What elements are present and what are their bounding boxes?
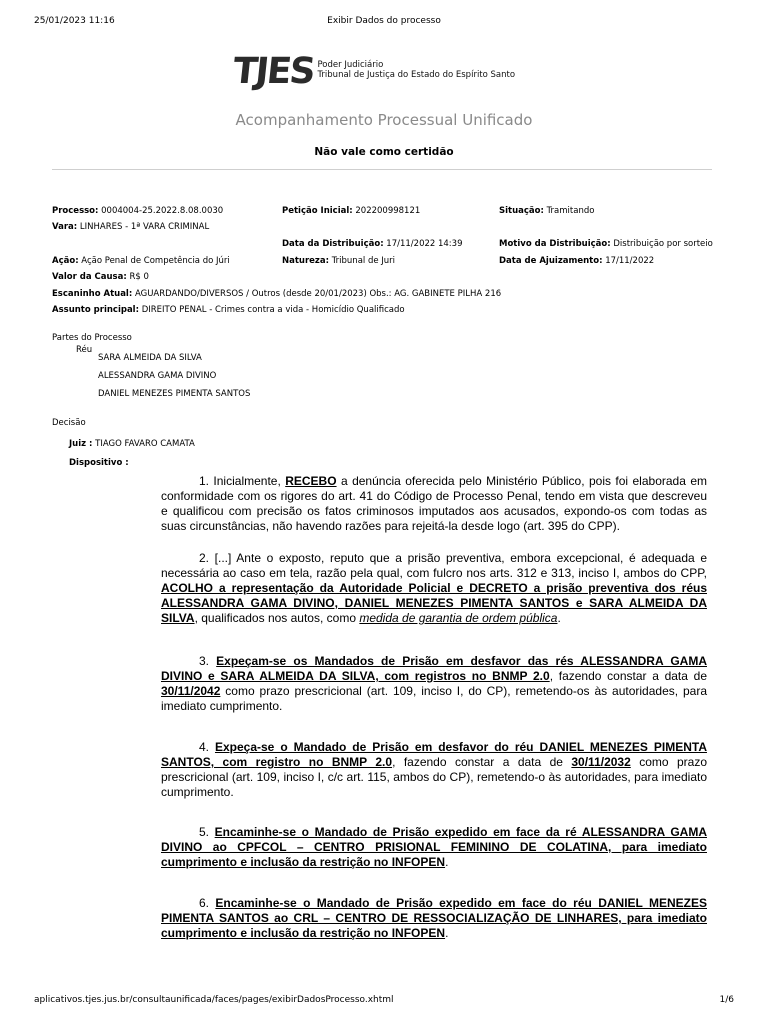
decision-paragraph-4: 4. Expeça-se o Mandado de Prisão em desfavor do réu DANIEL MENEZES PIMENTA SANTOS, com registro no BNMP 2.0, fazendo constar a data de 30/11/2032 como prazo prescricional (art. 109, inciso I, c/c art. 115, ambos do CP), remetendo-o às autoridades, para imediato cumprimento.	[161, 740, 707, 799]
party-name: DANIEL MENEZES PIMENTA SANTOS	[98, 389, 251, 399]
field-processo: Processo: 0004004-25.2022.8.08.0030	[52, 206, 224, 216]
partes-heading: Partes do Processo	[52, 333, 132, 343]
field-assunto: Assunto principal: DIREITO PENAL - Crimes contra a vida - Homicídio Qualificado	[52, 305, 405, 315]
field-data-ajuizamento: Data de Ajuizamento: 17/11/2022	[499, 256, 655, 266]
field-vara: Vara: LINHARES - 1ª VARA CRIMINAL	[52, 222, 210, 232]
logo-mark: TJES	[230, 51, 316, 92]
field-valor-causa: Valor da Causa: R$ 0	[52, 272, 149, 282]
decision-paragraph-6: 6. Encaminhe-se o Mandado de Prisão expedido em face do réu DANIEL MENEZES PIMENTA SANTOS ao CRL – CENTRO DE RESSOCIALIZAÇÃO DE LINHARES, para imediato cumprimento e inclusão da restrição no INFOPEN.	[161, 896, 707, 940]
field-situacao: Situação: Tramitando	[499, 206, 595, 216]
tjes-logo	[230, 51, 516, 92]
partes-role: Réu	[76, 345, 93, 355]
page-subtitle: Não vale como certidão	[314, 146, 454, 158]
decisao-heading: Decisão	[52, 418, 86, 428]
divider	[52, 169, 712, 170]
print-datetime: 25/01/2023 11:16	[34, 16, 115, 26]
footer-url: aplicativos.tjes.jus.br/consultaunificada/faces/pages/exibirDadosProcesso.xhtml	[34, 995, 394, 1005]
juiz-line: Juiz : TIAGO FAVARO CAMATA	[69, 439, 195, 449]
party-name: ALESSANDRA GAMA DIVINO	[98, 371, 217, 381]
field-acao: Ação: Ação Penal de Competência do Júri	[52, 256, 230, 266]
decision-paragraph-5: 5. Encaminhe-se o Mandado de Prisão expedido em face da ré ALESSANDRA GAMA DIVINO ao CPFCOL – CENTRO PRISIONAL FEMININO DE COLATINA, para imediato cumprimento e inclusão da restrição no INFOPEN.	[161, 825, 708, 869]
party-name: SARA ALMEIDA DA SILVA	[98, 353, 202, 363]
dispositivo-label: Dispositivo :	[69, 458, 129, 468]
decision-paragraph-1: 1. Inicialmente, RECEBO a denúncia oferecida pelo Ministério Público, pois foi elaborada em conformidade com os rigores do art. 41 do Código de Processo Penal, tendo em vista que descreveu e qualificou com precisão os fatos criminosos imputados aos acusados, expondo-os com todas as suas circunstâncias, não havendo razões para rejeitá-la desde logo (art. 395 do CPP).	[161, 474, 707, 533]
field-peticao: Petição Inicial: 202200998121	[282, 206, 421, 216]
logo-line-1: Poder Judiciário	[317, 60, 384, 70]
decision-paragraph-3: 3. Expeçam-se os Mandados de Prisão em desfavor das rés ALESSANDRA GAMA DIVINO e SARA ALMEIDA DA SILVA, com registros no BNMP 2.0, fazendo constar a data de 30/11/2042 como prazo prescricional (art. 109, inciso I, do CP), remetendo-os às autoridades, para imediato cumprimento.	[161, 654, 707, 713]
field-natureza: Natureza: Tribunal de Juri	[282, 256, 396, 266]
page-title: Acompanhamento Processual Unificado	[235, 111, 533, 129]
footer-page-number: 1/6	[719, 995, 734, 1005]
logo-line-2: Tribunal de Justiça do Estado do Espírito Santo	[317, 70, 516, 80]
field-motivo-distribuicao: Motivo da Distribuição: Distribuição por sorteio	[499, 239, 713, 249]
field-data-distribuicao: Data da Distribuição: 17/11/2022 14:39	[282, 239, 463, 249]
print-page-title: Exibir Dados do processo	[327, 16, 441, 26]
field-escaninho: Escaninho Atual: AGUARDANDO/DIVERSOS / Outros (desde 20/01/2023) Obs.: AG. GABINETE PILHA 216	[52, 289, 502, 299]
decision-paragraph-2: 2. [...] Ante o exposto, reputo que a prisão preventiva, embora excepcional, é adequada e necessária ao caso em tela, razão pela qual, com fulcro nos arts. 312 e 313, inciso I, ambos do CPP, ACOLHO a representação da Autoridade Policial e DECRETO a prisão preventiva dos réus ALESSANDRA GAMA DIVINO, DANIEL MENEZES PIMENTA SANTOS e SARA ALMEIDA DA SILVA, qualificados nos autos, como medida de garantia de ordem pública.	[161, 551, 707, 625]
